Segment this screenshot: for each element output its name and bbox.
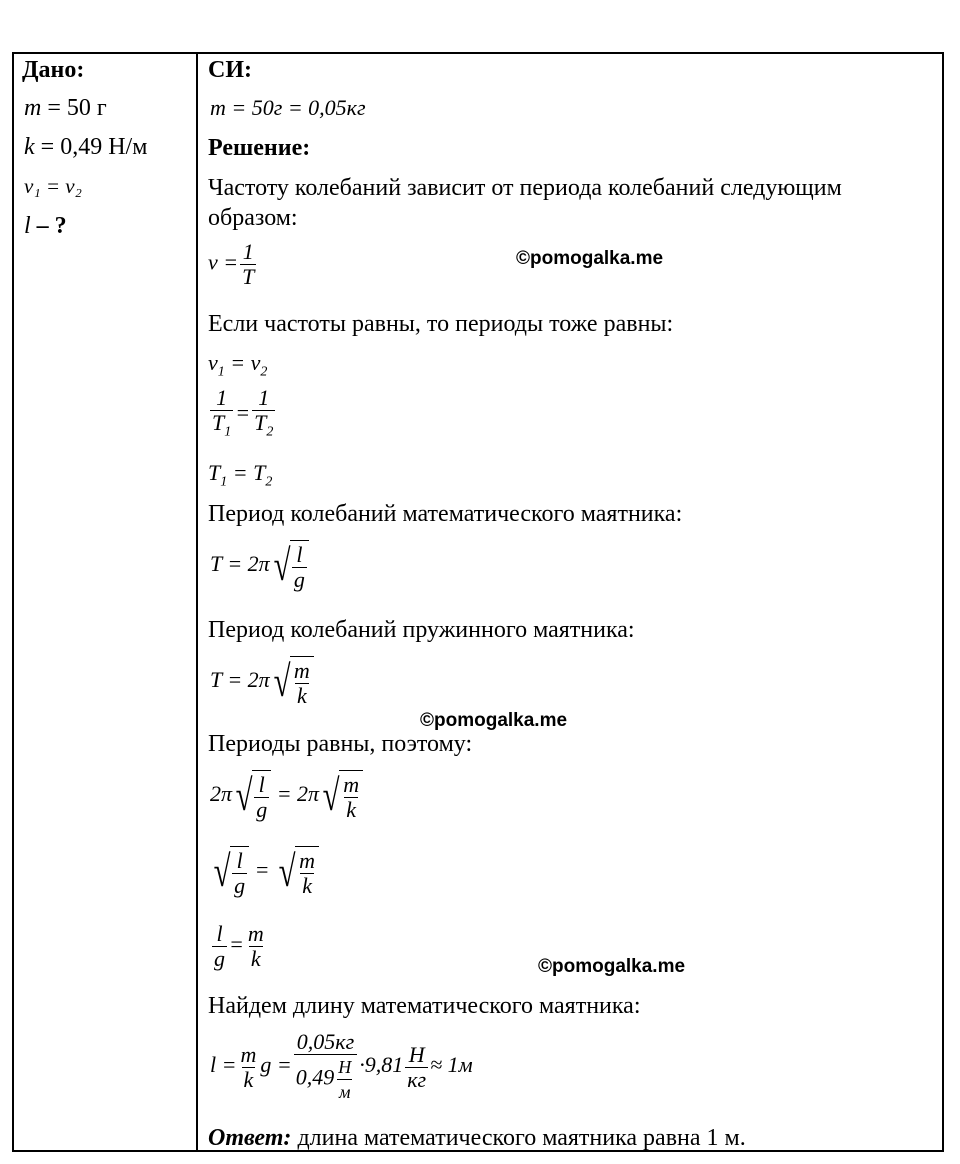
formula-roots-equal: √ $\frac{l}{g}$ = √ $\frac{m}{k}$ bbox=[210, 846, 319, 898]
given-mass-value: = 50 г bbox=[41, 95, 107, 121]
formula-spring-pendulum: T = 2π √ $\frac{m}{k}$ bbox=[210, 656, 314, 708]
given-unknown-var: l bbox=[24, 213, 31, 239]
given-heading: Дано: bbox=[22, 57, 85, 83]
watermark-1: ©pomogalka.me bbox=[516, 248, 664, 269]
answer-line bbox=[208, 1124, 746, 1152]
given-unknown-mark: – ? bbox=[30, 213, 67, 239]
formula-ratios-equal: $\frac{l}{g}$ = $\frac{m}{k}$ bbox=[214, 921, 264, 971]
formula-inverse-periods: $\frac{1}{T_1}$ = $\frac{1}{T_2}$ bbox=[208, 386, 277, 444]
given-stiffness-var: k bbox=[24, 134, 35, 160]
solution-text-1b: образом: bbox=[208, 205, 298, 231]
solution-table bbox=[12, 52, 944, 1152]
solution-text-2: Если частоты равны, то периоды тоже равны: bbox=[208, 311, 674, 337]
solution-heading: Решение: bbox=[208, 135, 311, 161]
given-mass-var: m bbox=[24, 95, 42, 121]
watermark-2: ©pomogalka.me bbox=[420, 710, 568, 731]
formula-periods-equal: $T_1 = T_2$ bbox=[208, 460, 273, 490]
given-unknown bbox=[24, 212, 67, 240]
answer-label: Ответ: bbox=[208, 1125, 292, 1151]
formula-nu-equal: $\nu_1 = \nu_2$ bbox=[208, 350, 268, 380]
given-mass bbox=[24, 94, 107, 122]
formula-math-pendulum: T = 2π √ $\frac{l}{g}$ bbox=[210, 540, 309, 592]
given-stiffness bbox=[24, 133, 147, 161]
formula-length-result: l = $\frac{m}{k}$ g = 0,05кг 0,49 $\frac{Н}{м}$ ·9,81 $\frac{Н}{кг}$ ≈ 1м bbox=[210, 1029, 473, 1102]
solution-text-6: Найдем длину математического маятника: bbox=[208, 993, 641, 1019]
formula-frequency: ν = $\frac{1}{T}$ bbox=[208, 239, 255, 289]
column-divider bbox=[196, 52, 198, 1152]
given-stiffness-value: = 0,49 Н/м bbox=[34, 134, 148, 160]
solution-text-5: Периоды равны, поэтому: bbox=[208, 731, 473, 757]
solution-text-1: Частоту колебаний зависит от периода колебаний следующим bbox=[208, 175, 842, 201]
formula-periods-equated: 2π √ $\frac{l}{g}$ = 2π √ $\frac{m}{k}$ bbox=[210, 770, 363, 822]
watermark-3: ©pomogalka.me bbox=[538, 956, 686, 977]
solution-text-4: Период колебаний пружинного маятника: bbox=[208, 617, 635, 643]
solution-text-3: Период колебаний математического маятника: bbox=[208, 501, 683, 527]
si-conversion: m = 50г = 0,05кг bbox=[210, 95, 366, 120]
given-frequency-equality: ν₁ = ν₂ bbox=[24, 174, 82, 198]
si-heading: СИ: bbox=[208, 57, 252, 83]
answer-text: длина математического маятника равна 1 м. bbox=[291, 1125, 746, 1151]
